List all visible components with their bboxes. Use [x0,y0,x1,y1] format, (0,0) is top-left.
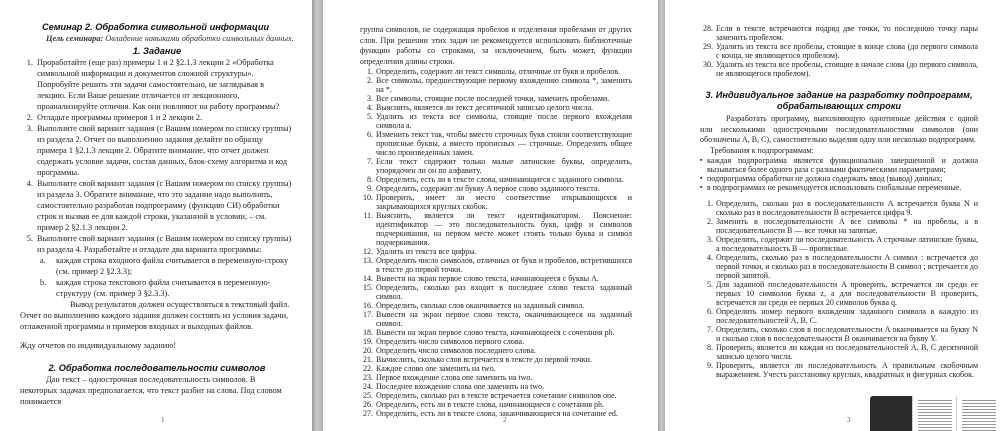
section-2-intro-cont: группа символов, не содержащая пробелов и отделенная пробелами от других слов. При решении этих задач не рекомендуется использовать библиотечные функции работы со строками, за исключением, быть может, функции определения длины строки. [360,25,632,66]
list-item [360,274,632,283]
list-item-text: каждая строка текстового файла считывается в переменную-структуру (см. пример 3 §2.3.3). [56,278,271,298]
list-item-text: каждая подпрограмма является функционально завершенной и должна вызываться более одного раза с разными фактическими параметрами; [707,156,978,174]
list-number: 12. [363,247,373,256]
list-item-text: Определить, есть ли в тексте слова, заканчивающиеся на сочетание ed. [376,409,618,418]
list-item [700,24,978,42]
list-number: 18. [363,328,373,337]
list-item-text: Определить, сколько раз в последовательности A встречается буква N и сколько раз в последовательности B встречается цифра 9. [716,199,978,217]
list-number: 23. [363,373,373,382]
list-item [360,67,632,76]
list-number: 1. [367,67,373,76]
output-note: Вывод результатов должен осуществляться в текстовый файл. [70,300,290,309]
list-number: 4. [707,253,713,262]
list-item [360,301,632,310]
list-number: b. [40,278,47,287]
page-separator [658,0,665,431]
list-number: 9. [367,184,373,193]
list-number: 8. [367,175,373,184]
task-list-section-3 [700,199,978,379]
section-2-intro: Дан текст – однострочная последовательность символов. В некоторых задачах предполагается, что текст разбит на слова. Под словом понимается [20,375,282,406]
list-item-text: Определить число символов последнего слова. [376,346,536,355]
list-item [360,193,632,211]
list-number: 20. [363,346,373,355]
list-number: 5. [26,234,33,243]
list-item [360,157,632,175]
document-page-2 [323,0,658,431]
list-item-text: Определить номер первого вхождения заданного символа в каждую из последовательностей A, B, C. [716,307,978,325]
list-item [360,247,632,256]
list-item [20,123,294,178]
list-item-text: Определить, содержит ли букву A первое слово заданного текста. [376,184,600,193]
list-item [360,355,632,364]
list-item-text: Вычислить, сколько слов встречается в тексте до первой точки. [376,355,592,364]
list-number: 6. [367,130,373,139]
list-number: 29. [703,42,713,51]
list-number: 16. [363,301,373,310]
list-number: 1. [707,199,713,208]
list-number: 26. [363,400,373,409]
list-item-text: в подпрограммах не рекомендуется использовать глобальные переменные. [707,183,962,192]
wait-note: Жду отчетов по индивидуальному заданию! [20,341,177,350]
list-number: 14. [363,274,373,283]
list-number: 28. [703,24,713,33]
list-item-text: Определить, содержит ли текст символы, отличные от букв и пробелов. [376,67,621,76]
requirements-title: Требования к подпрограммам: [710,145,814,155]
list-number: 30. [703,60,713,69]
list-item [700,325,978,343]
list-item [700,361,978,379]
list-item [360,283,632,301]
list-number: 6. [707,307,713,316]
report-note: Отчет по выполнению каждого задания должен состоять из условия задачи, отлаженной программы и примеров входных и выходных файлов. [20,311,289,331]
goal-text: Овладение навыками обработки символьных данных. [103,34,294,43]
list-item [20,112,294,123]
list-number: 19. [363,337,373,346]
list-item [20,57,294,112]
goal-label: Цель семинара: [46,34,104,43]
list-item [700,174,978,183]
list-number: 5. [367,112,373,121]
list-item-text: Выполните свой вариант задания (с Вашим номером по списку группы) из раздела 2. Отчет по выполнению задания делайте по образцу примера 1 §2.1.3 лекции 2. Обратите внимание, что отчет должен содержать условие задачи, состав данных, блок-схему алгоритма и код программы. [37,124,292,177]
list-number: 25. [363,391,373,400]
list-number: 9. [707,361,713,370]
list-item-text: Определить, сколько раз входит в последнее слово текста заданный символ. [376,283,632,301]
list-item-text: Первое вхождение слова one заменить на two. [376,373,533,382]
list-number: 24. [363,382,373,391]
list-number: 15. [363,283,373,292]
list-number: 3. [707,235,713,244]
list-item [700,199,978,217]
list-item-text: Определить, есть ли в тексте слова, начинающиеся с заданного символа. [376,175,624,184]
thumbnail-page[interactable] [956,396,1000,431]
list-item [700,156,978,174]
list-item [700,253,978,280]
list-number: 7. [707,325,713,334]
page-separator [312,0,323,431]
list-item-text: каждая строка входного файла считывается в переменную-строку (см. пример 2 §2.3.3); [56,256,289,276]
task-list [20,57,294,255]
list-item [360,409,632,418]
list-item-text: Определить число символов первого слова. [376,337,525,346]
list-item-text: Заменить в последовательности A все символы * на пробелы, а в последовательности B — все точки на запятые. [716,217,978,235]
list-number: 2. [26,113,33,122]
list-item-text: Проработайте (еще раз) примеры 1 и 2 §2.1.3 лекции 2 «Обработка символьной информации и документов сложной структуры». Попробуйте решить эти задачи самостоятельно, не заглядывая в лекцию. Если Ваше решение отличается от лекционного, проанализируйте отличия. Как они повлияют на работу программы? [37,58,280,111]
list-item-text: Последнее вхождение слова one заменить на two. [376,382,545,391]
list-number: 11. [363,211,373,220]
list-item [360,391,632,400]
list-number: 21. [363,355,373,364]
list-item-text: Удалить из текста все пробелы, стоящие в конце слова (до первого символа с конца, не являющегося пробелом). [716,42,978,60]
list-number: 2. [367,76,373,85]
list-item [360,211,632,247]
list-item-text: Изменить текст так, чтобы вместо строчных букв стояли соответствующие прописные буквы, а вместо прописных — строчные. Определить общее число произведенных замен. [376,130,632,157]
list-item-text: Отладьте программы примеров 1 и 2 лекции 2. [37,113,203,122]
list-number: 17. [363,310,373,319]
list-item [360,346,632,355]
task-list-section-2 [360,67,632,418]
page-number: 2 [503,416,507,424]
list-item [20,255,294,277]
seminar-goal [20,33,294,44]
list-item-text: Удалить из текста все символы, стоящие после первого вхождения символа a. [376,112,632,130]
list-number: 5. [707,280,713,289]
page-thumbnails[interactable] [870,396,1000,431]
list-item-text: Удалить из текста все цифры. [376,247,477,256]
list-item-text: Выяснить, является ли текст идентификатором. Пояснение: идентификатор — это последовательность букв, цифр и символов подчеркивания, на первом месте может стоять только буква и символ подчеркивания. [376,211,632,247]
list-number: 27. [363,409,373,418]
list-item [360,328,632,337]
list-item [360,400,632,409]
list-item-text: Все символы, предшествующие первому вхождению символа *, заменить на *. [376,76,632,94]
list-item [360,94,632,103]
task-list-section-2-cont [700,24,978,78]
list-item [360,184,632,193]
list-item-text: Если в тексте встречаются подряд две точки, то последнюю точку пары заменить пробелом. [716,24,978,42]
list-number: 1. [26,58,33,67]
list-item-text: Если текст содержит только малые латинские буквы, определить, упорядочен ли он по алфавиту. [376,157,632,175]
list-item-text: Для заданной последовательности A проверить, встречается ли среди ее первых 10 символов буква z, а для последовательности B проверить, встречается ли среди ее первых 20 символов буква q. [716,280,978,307]
list-item-text: Определить число символов, отличных от букв и пробелов, встретившихся в тексте до первой точки. [376,256,632,274]
section-3-intro: Разработать программу, выполняющую однотипные действия с одной или несколькими однострочными последовательностями символов (они обозначены A, B, C), самостоятельно выделив одну или несколько подпрограмм. [700,114,978,144]
list-item-text: Определить, сколько слов оканчивается на заданный символ. [376,301,585,310]
section-2-heading: 2. Обработка последовательности символов [48,363,266,373]
list-item-text: Вывести на экран первое слово текста, оканчивающееся на заданный символ. [376,310,632,328]
list-item-text: Определить, сколько раз в последовательности A символ : встречается до первой точки, и сколько раз в последовательности B символ ; встречается до первой запятой. [716,253,978,280]
list-item [700,183,978,192]
list-item [700,235,978,253]
list-number: 8. [707,343,713,352]
list-item-text: Определить, сколько раз в тексте встречается сочетание символов one. [376,391,617,400]
page-number: 1 [161,416,165,424]
list-number: 22. [363,364,373,373]
list-item [360,130,632,157]
list-item-text: Выполните свой вариант задания (с Вашим номером по списку группы) из раздела 3. Обратите внимание, что это задание надо выполнять, самостоятельно разработав подпрограмму (функцию СИ) обработки строк и вызвав ее для каждой строки, указанной в условии, – см. пример 2 §2.1.3 лекции 2. [37,179,292,232]
list-item [360,112,632,130]
list-number: 2. [707,217,713,226]
list-item-text: Удалить из текста все пробелы, стоящие в начале слова (до первого символа, не являющегося пробелом). [716,60,978,78]
document-page-3 [665,0,1000,431]
thumbnail-dark[interactable] [870,396,912,431]
list-item [700,42,978,60]
list-item [20,233,294,255]
task-sublist [20,255,294,299]
list-number: 3. [26,124,33,133]
list-item-text: Вывести на экран первое слово текста, начинающееся с сочетания ph. [376,328,615,337]
requirements-list [700,156,978,192]
list-number: a. [40,256,46,265]
section-3-heading: 3. Индивидуальное задание на разработку подпрограмм, обрабатывающих строки [705,90,973,111]
list-item [700,307,978,325]
list-item [700,60,978,78]
list-item-text: Вывести на экран первое слово текста, начинающееся с буквы А. [376,274,599,283]
list-number: 13. [363,256,373,265]
list-item [360,364,632,373]
document-page-1 [0,0,312,431]
list-item-text: Все символы, стоящие после последней точки, заменить пробелами. [376,94,610,103]
list-item [360,256,632,274]
seminar-title: Семинар 2. Обработка символьной информации [42,22,270,32]
list-item [360,103,632,112]
list-number: 10. [363,193,373,202]
list-item-text: Проверить, имеет ли место соответствие открывающихся и закрывающихся круглых скобок. [376,193,632,211]
list-number: 4. [26,179,33,188]
list-item-text: подпрограмма обработки не должна содержать ввод (вывод) данных; [707,174,943,183]
list-item [700,280,978,307]
list-item [20,277,294,299]
thumbnail-page[interactable] [912,396,955,431]
list-item [20,178,294,233]
list-item-text: Выяснить, является ли текст десятичной записью целого числа. [376,103,594,112]
page-number: 3 [847,416,851,424]
list-item [360,373,632,382]
list-item-text: Каждое слово one заменить на two. [376,364,496,373]
list-item [360,337,632,346]
list-number: 3. [367,94,373,103]
list-item-text: Проверить, является ли каждая из последовательностей A, B, C десятичной записью целого числа. [716,343,978,361]
list-item [360,382,632,391]
list-item-text: Определить, есть ли в тексте слова, начинающиеся с сочетания ph. [376,400,605,409]
list-item [700,343,978,361]
list-item-text: Определить, содержит ли последовательность A строчные латинские буквы, а последовательность B — прописные. [716,235,978,253]
list-item [700,217,978,235]
list-item [360,310,632,328]
list-item [360,175,632,184]
list-item-text: Проверить, является ли последовательность A правильным скобочным выражением. Учесть расстановку круглых, квадратных и фигурных скобок. [716,361,978,379]
list-item-text: Определить, сколько слов в последовательности A оканчивается на букву N и сколько слов в последовательности B оканчивается на букву Y. [716,325,978,343]
list-number: 4. [367,103,373,112]
list-item [360,76,632,94]
section-1-heading: 1. Задание [132,46,182,56]
list-item-text: Выполните свой вариант задания (с Вашим номером по списку группы) из раздела 4. Разработайте и отладьте два варианта программы: [37,234,292,254]
list-number: 7. [367,157,373,166]
